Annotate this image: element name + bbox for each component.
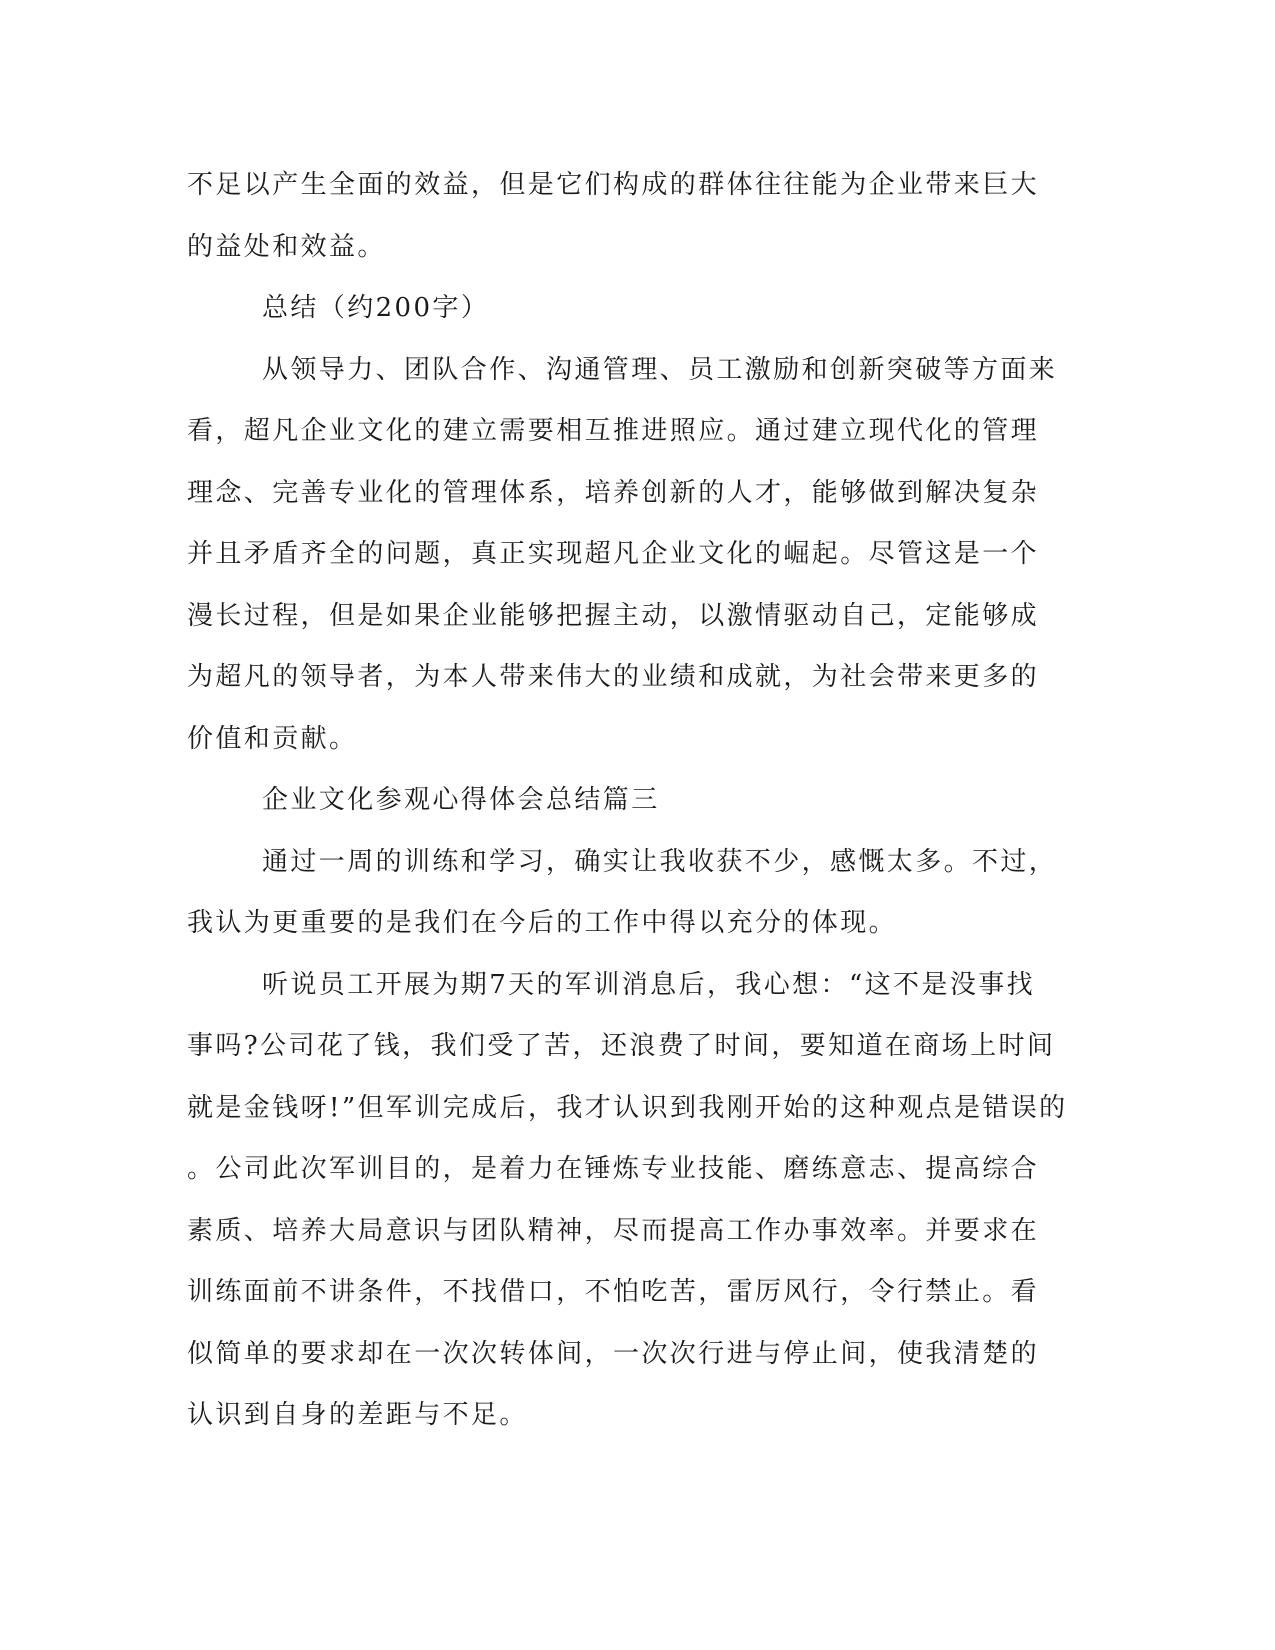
text-line: 就是金钱呀!”但军训完成后，我才认识到我刚开始的这种观点是错误的 xyxy=(187,1092,1068,1123)
text-line: 并且矛盾齐全的问题，真正实现超凡企业文化的崛起。尽管这是一个 xyxy=(187,539,1040,569)
text-line: 训练面前不讲条件，不找借口，不怕吃苦，雷厉风行，令行禁止。看 xyxy=(187,1277,1040,1307)
text-line: 为超凡的领导者，为本人带来伟大的业绩和成就，为社会带来更多的 xyxy=(187,662,1040,692)
text-line: 听说员工开展为期7天的军训消息后，我心想：“这不是没事找 xyxy=(262,969,1036,1000)
text-line: 的益处和效益。 xyxy=(187,231,386,262)
text-line: 理念、完善专业化的管理体系，培养创新的人才，能够做到解决复杂 xyxy=(187,477,1040,508)
text-line: 认识到自身的差距与不足。 xyxy=(187,1400,528,1430)
text-line: 我认为更重要的是我们在今后的工作中得以充分的体现。 xyxy=(187,908,898,938)
text-line: 从领导力、团队合作、沟通管理、员工激励和创新突破等方面来 xyxy=(262,354,1058,385)
section-heading: 总结（约200字） xyxy=(262,293,490,323)
text-line: 不足以产生全面的效益，但是它们构成的群体往往能为企业带来巨大 xyxy=(187,170,1040,200)
text-line: 价值和贡献。 xyxy=(187,723,358,754)
section-heading: 企业文化参观心得体会总结篇三 xyxy=(262,785,660,815)
text-line: 事吗?公司花了钱，我们受了苦，还浪费了时间，要知道在商场上时间 xyxy=(187,1031,1056,1061)
text-line: 素质、培养大局意识与团队精神，尽而提高工作办事效率。并要求在 xyxy=(187,1215,1040,1246)
text-line: 漫长过程，但是如果企业能够把握主动，以激情驱动自己，定能够成 xyxy=(187,600,1040,631)
text-line: 似简单的要求却在一次次转体间，一次次行进与停止间，使我清楚的 xyxy=(187,1338,1040,1369)
text-line: 通过一周的训练和学习，确实让我收获不少，感慨太多。不过， xyxy=(262,846,1058,877)
document-body xyxy=(187,155,1077,1447)
text-line: 看，超凡企业文化的建立需要相互推进照应。通过建立现代化的管理 xyxy=(187,416,1040,446)
text-line: 。公司此次军训目的，是着力在锤炼专业技能、磨练意志、提高综合 xyxy=(187,1154,1040,1184)
